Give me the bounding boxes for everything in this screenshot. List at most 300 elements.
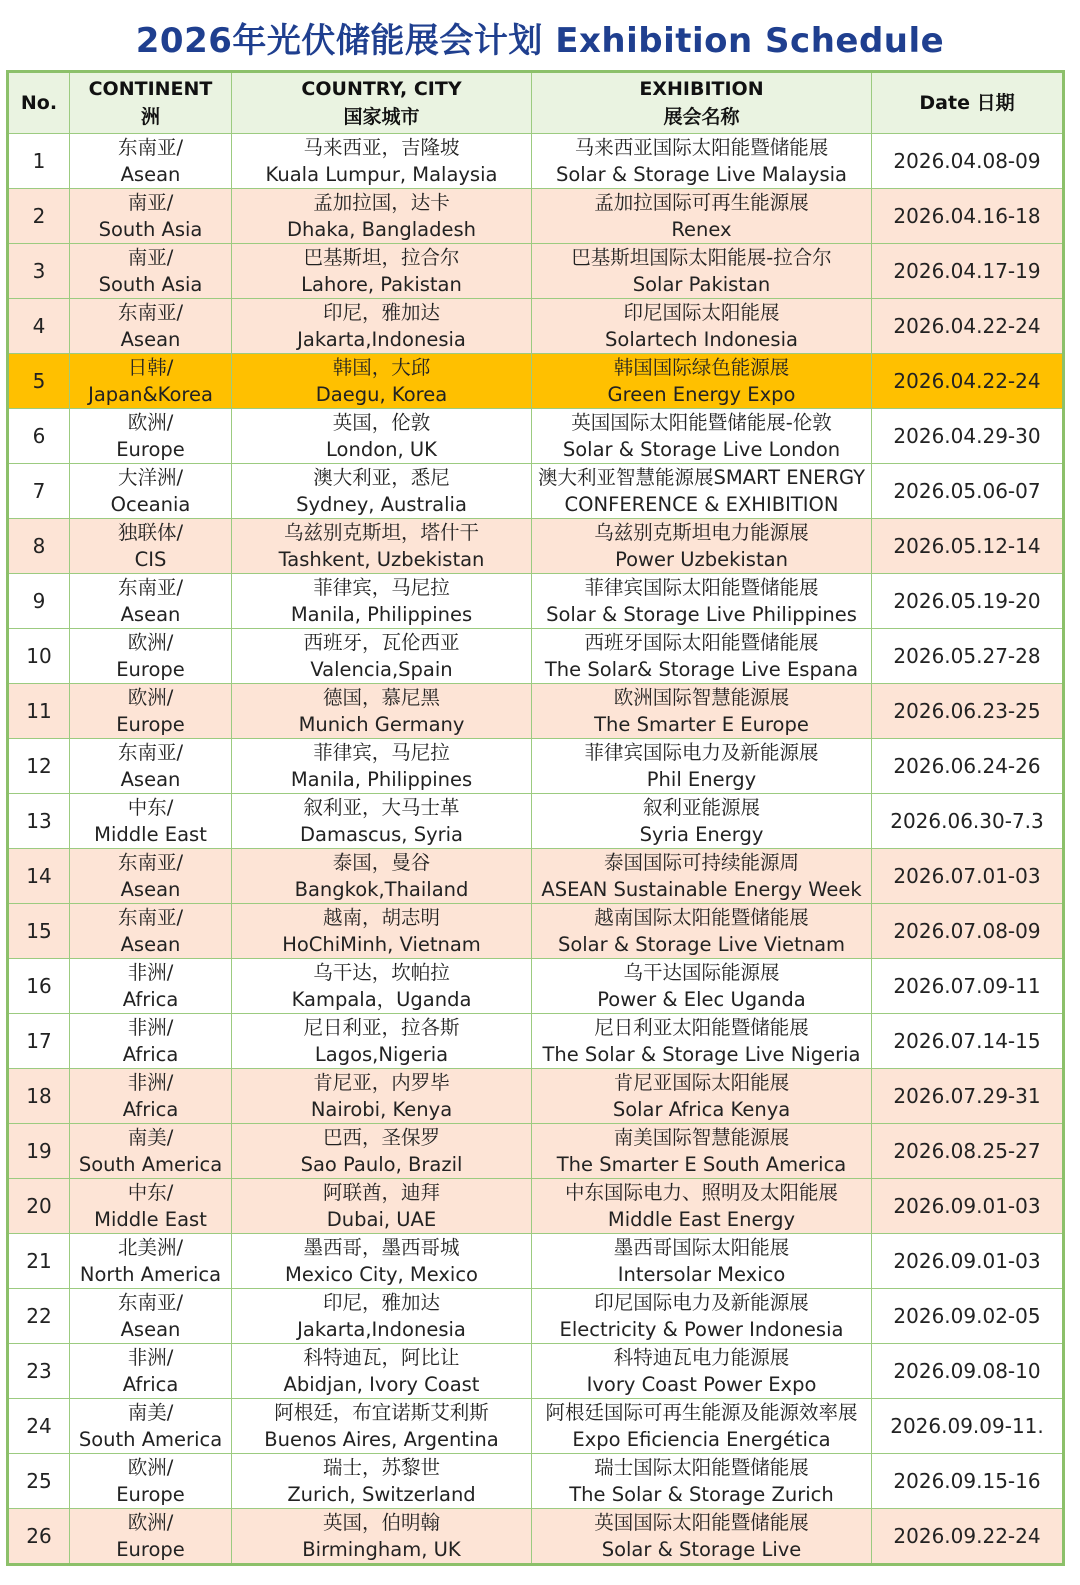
continent-zh: 独联体/ [117, 521, 184, 544]
continent-zh: 东南亚/ [117, 851, 184, 874]
date-cell: 2026.06.23-25 [872, 684, 1064, 739]
continent-zh: 非洲/ [127, 1346, 174, 1369]
row-number: 22 [8, 1289, 70, 1344]
city-en: Munich Germany [298, 713, 465, 736]
exhibition-zh: 印尼国际太阳能展 [623, 301, 780, 324]
exhibition-en: Solar & Storage Live [601, 1538, 802, 1561]
continent-en: Oceania [110, 493, 191, 516]
city-en: Damascus, Syria [299, 823, 463, 846]
exhibition-en: Ivory Coast Power Expo [586, 1373, 817, 1396]
table-row [8, 409, 1064, 464]
exhibition-cell [532, 189, 872, 244]
exhibition-zh: 英国国际太阳能暨储能展-伦敦 [571, 411, 832, 434]
exhibition-en: Power Uzbekistan [615, 548, 788, 571]
continent-en: Asean [120, 933, 181, 956]
continent-en: Europe [116, 1538, 185, 1561]
exhibition-en: ASEAN Sustainable Energy Week [541, 878, 862, 901]
date-cell: 2026.04.17-19 [872, 244, 1064, 299]
exhibition-cell [532, 1014, 872, 1069]
exhibition-cell [532, 134, 872, 189]
continent-cell [70, 134, 232, 189]
date-cell: 2026.09.02-05 [872, 1289, 1064, 1344]
exhibition-en: Solartech Indonesia [605, 328, 798, 351]
exhibition-cell [532, 244, 872, 299]
city-en: HoChiMinh, Vietnam [282, 933, 481, 956]
exhibition-zh: 菲律宾国际太阳能暨储能展 [584, 576, 819, 599]
exhibition-zh: 叙利亚能源展 [642, 796, 760, 819]
continent-cell [70, 354, 232, 409]
row-number: 11 [8, 684, 70, 739]
continent-cell [70, 519, 232, 574]
city-en: London, UK [326, 438, 437, 461]
city-cell [232, 574, 532, 629]
city-zh: 德国，慕尼黑 [322, 686, 440, 709]
exhibition-zh: 韩国国际绿色能源展 [613, 356, 790, 379]
city-cell [232, 464, 532, 519]
city-zh: 澳大利亚，悉尼 [313, 466, 450, 489]
city-cell [232, 849, 532, 904]
city-cell [232, 1234, 532, 1289]
city-en: Kampala，Uganda [291, 988, 472, 1011]
exhibition-cell [532, 684, 872, 739]
table-row [8, 1069, 1064, 1124]
row-number: 14 [8, 849, 70, 904]
continent-en: Middle East [94, 1208, 207, 1231]
city-zh: 乌兹别克斯坦，塔什干 [283, 521, 479, 544]
continent-cell [70, 684, 232, 739]
continent-cell [70, 409, 232, 464]
continent-en: Asean [120, 1318, 181, 1341]
exhibition-cell [532, 1344, 872, 1399]
date-cell: 2026.04.16-18 [872, 189, 1064, 244]
row-number: 12 [8, 739, 70, 794]
continent-cell [70, 1014, 232, 1069]
exhibition-cell [532, 464, 872, 519]
city-cell [232, 1179, 532, 1234]
date-cell: 2026.07.01-03 [872, 849, 1064, 904]
exhibition-en: Syria Energy [639, 823, 764, 846]
continent-en: Africa [122, 1098, 179, 1121]
city-cell [232, 1124, 532, 1179]
city-cell [232, 1509, 532, 1565]
continent-en: Asean [120, 768, 181, 791]
table-row [8, 134, 1064, 189]
city-cell [232, 1014, 532, 1069]
exhibition-en: Middle East Energy [607, 1208, 796, 1231]
continent-cell [70, 904, 232, 959]
date-cell: 2026.06.30-7.3 [872, 794, 1064, 849]
exhibition-zh: 阿根廷国际可再生能源及能源效率展 [545, 1401, 858, 1424]
continent-zh: 南美/ [127, 1126, 174, 1149]
city-cell [232, 959, 532, 1014]
header-exhibition-en: EXHIBITION [639, 78, 764, 100]
city-en: Dhaka, Bangladesh [287, 218, 476, 241]
city-zh: 乌干达，坎帕拉 [313, 961, 450, 984]
continent-cell [70, 794, 232, 849]
city-cell [232, 1069, 532, 1124]
table-row [8, 1234, 1064, 1289]
exhibition-zh: 孟加拉国际可再生能源展 [594, 191, 809, 214]
exhibition-cell [532, 299, 872, 354]
continent-cell [70, 1234, 232, 1289]
continent-zh: 东南亚/ [117, 741, 184, 764]
exhibition-en: Expo Eficiencia Energética [572, 1428, 831, 1451]
exhibition-zh: 英国国际太阳能暨储能展 [594, 1511, 809, 1534]
date-cell: 2026.05.06-07 [872, 464, 1064, 519]
city-en: Daegu, Korea [315, 383, 448, 406]
city-cell [232, 354, 532, 409]
exhibition-zh: 科特迪瓦电力能源展 [613, 1346, 790, 1369]
table-header [8, 72, 1064, 134]
date-cell: 2026.07.14-15 [872, 1014, 1064, 1069]
city-cell [232, 1344, 532, 1399]
exhibition-zh: 尼日利亚太阳能暨储能展 [594, 1016, 809, 1039]
row-number: 25 [8, 1454, 70, 1509]
exhibition-zh: 西班牙国际太阳能暨储能展 [584, 631, 819, 654]
city-en: Nairobi, Kenya [310, 1098, 453, 1121]
continent-cell [70, 739, 232, 794]
continent-en: Japan&Korea [88, 383, 213, 406]
row-number: 21 [8, 1234, 70, 1289]
exhibition-zh: 欧洲国际智慧能源展 [613, 686, 790, 709]
continent-zh: 欧洲/ [127, 686, 174, 709]
city-zh: 科特迪瓦，阿比让 [303, 1346, 460, 1369]
continent-en: South Asia [98, 218, 203, 241]
table-row [8, 1014, 1064, 1069]
header-date: Date 日期 [872, 72, 1064, 134]
row-number: 19 [8, 1124, 70, 1179]
continent-zh: 中东/ [127, 1181, 174, 1204]
exhibition-zh: 马来西亚国际太阳能暨储能展 [574, 136, 829, 159]
city-en: Lahore, Pakistan [301, 273, 462, 296]
exhibition-zh: 印尼国际电力及新能源展 [594, 1291, 809, 1314]
continent-zh: 中东/ [127, 796, 174, 819]
continent-cell [70, 1454, 232, 1509]
row-number: 26 [8, 1509, 70, 1565]
city-zh: 叙利亚，大马士革 [303, 796, 460, 819]
city-zh: 阿根廷，布宜诺斯艾利斯 [274, 1401, 489, 1424]
date-cell: 2026.05.27-28 [872, 629, 1064, 684]
continent-cell [70, 299, 232, 354]
continent-cell [70, 244, 232, 299]
header-continent-en: CONTINENT [88, 78, 213, 100]
continent-zh: 北美洲/ [117, 1236, 184, 1259]
date-cell: 2026.07.09-11 [872, 959, 1064, 1014]
city-zh: 巴西，圣保罗 [322, 1126, 440, 1149]
exhibition-en: Solar Africa Kenya [612, 1098, 791, 1121]
continent-zh: 南亚/ [127, 246, 174, 269]
exhibition-en: Power & Elec Uganda [597, 988, 806, 1011]
exhibition-cell [532, 1509, 872, 1565]
exhibition-en: CONFERENCE & EXHIBITION [564, 493, 839, 516]
continent-zh: 南美/ [127, 1401, 174, 1424]
row-number: 5 [8, 354, 70, 409]
exhibition-zh: 中东国际电力、照明及太阳能展 [564, 1181, 838, 1204]
city-zh: 菲律宾，马尼拉 [313, 741, 450, 764]
city-cell [232, 519, 532, 574]
date-cell: 2026.04.22-24 [872, 299, 1064, 354]
city-en: Kuala Lumpur, Malaysia [265, 163, 498, 186]
row-number: 10 [8, 629, 70, 684]
city-cell [232, 739, 532, 794]
exhibition-zh: 澳大利亚智慧能源展SMART ENERGY [537, 466, 866, 489]
header-city [232, 72, 532, 134]
city-cell [232, 629, 532, 684]
continent-zh: 非洲/ [127, 1071, 174, 1094]
continent-zh: 欧洲/ [127, 411, 174, 434]
continent-cell [70, 1509, 232, 1565]
continent-zh: 南亚/ [127, 191, 174, 214]
city-zh: 瑞士，苏黎世 [322, 1456, 440, 1479]
city-en: Jakarta,Indonesia [297, 328, 466, 351]
exhibition-cell [532, 574, 872, 629]
continent-en: Europe [116, 713, 185, 736]
row-number: 16 [8, 959, 70, 1014]
continent-en: Africa [122, 988, 179, 1011]
exhibition-en: Intersolar Mexico [617, 1263, 786, 1286]
exhibition-en: Solar & Storage Live Malaysia [555, 163, 847, 186]
date-cell: 2026.08.25-27 [872, 1124, 1064, 1179]
table-row [8, 684, 1064, 739]
continent-cell [70, 464, 232, 519]
city-zh: 印尼，雅加达 [322, 1291, 440, 1314]
exhibition-cell [532, 1179, 872, 1234]
exhibition-cell [532, 409, 872, 464]
exhibition-cell [532, 959, 872, 1014]
table-row [8, 1179, 1064, 1234]
exhibition-cell [532, 1454, 872, 1509]
exhibition-zh: 乌兹别克斯坦电力能源展 [594, 521, 809, 544]
table-row [8, 794, 1064, 849]
continent-en: CIS [134, 548, 167, 571]
continent-en: South America [78, 1428, 223, 1451]
continent-cell [70, 189, 232, 244]
city-zh: 韩国，大邱 [332, 356, 431, 379]
row-number: 7 [8, 464, 70, 519]
continent-cell [70, 849, 232, 904]
header-no: No. [8, 72, 70, 134]
continent-zh: 欧洲/ [127, 1456, 174, 1479]
exhibition-cell [532, 629, 872, 684]
city-cell [232, 134, 532, 189]
continent-zh: 东南亚/ [117, 1291, 184, 1314]
table-row [8, 849, 1064, 904]
row-number: 4 [8, 299, 70, 354]
continent-zh: 欧洲/ [127, 1511, 174, 1534]
exhibition-cell [532, 794, 872, 849]
city-zh: 尼日利亚，拉各斯 [303, 1016, 460, 1039]
city-cell [232, 1399, 532, 1454]
date-cell: 2026.09.01-03 [872, 1179, 1064, 1234]
exhibition-cell [532, 1069, 872, 1124]
table-row [8, 1344, 1064, 1399]
continent-en: Asean [120, 328, 181, 351]
city-en: Manila, Philippines [290, 768, 473, 791]
header-continent [70, 72, 232, 134]
continent-en: Africa [122, 1043, 179, 1066]
row-number: 8 [8, 519, 70, 574]
header-city-en: COUNTRY, CITY [301, 78, 462, 100]
exhibition-cell [532, 739, 872, 794]
city-zh: 印尼，雅加达 [322, 301, 440, 324]
date-cell: 2026.09.09-11. [872, 1399, 1064, 1454]
city-cell [232, 409, 532, 464]
exhibition-en: The Smarter E South America [556, 1153, 847, 1176]
exhibition-en: Electricity & Power Indonesia [559, 1318, 844, 1341]
exhibition-cell [532, 1289, 872, 1344]
continent-en: Asean [120, 603, 181, 626]
date-cell: 2026.07.29-31 [872, 1069, 1064, 1124]
city-cell [232, 794, 532, 849]
table-row [8, 519, 1064, 574]
city-en: Birmingham, UK [302, 1538, 461, 1561]
table-row [8, 1289, 1064, 1344]
table-row [8, 1454, 1064, 1509]
continent-en: Europe [116, 1483, 185, 1506]
row-number: 13 [8, 794, 70, 849]
city-zh: 墨西哥，墨西哥城 [303, 1236, 460, 1259]
city-en: Zurich, Switzerland [287, 1483, 476, 1506]
table-body [8, 134, 1064, 1565]
city-zh: 泰国，曼谷 [332, 851, 431, 874]
date-cell: 2026.04.29-30 [872, 409, 1064, 464]
continent-cell [70, 959, 232, 1014]
row-number: 3 [8, 244, 70, 299]
exhibition-en: Green Energy Expo [607, 383, 796, 406]
city-en: Sao Paulo, Brazil [300, 1153, 463, 1176]
continent-cell [70, 1069, 232, 1124]
exhibition-cell [532, 354, 872, 409]
city-en: Mexico City, Mexico [285, 1263, 478, 1286]
exhibition-en: Solar & Storage Live London [562, 438, 841, 461]
row-number: 2 [8, 189, 70, 244]
table-row [8, 1124, 1064, 1179]
date-cell: 2026.09.01-03 [872, 1234, 1064, 1289]
date-cell: 2026.05.19-20 [872, 574, 1064, 629]
row-number: 23 [8, 1344, 70, 1399]
city-en: Manila, Philippines [290, 603, 473, 626]
date-cell: 2026.09.15-16 [872, 1454, 1064, 1509]
row-number: 24 [8, 1399, 70, 1454]
exhibition-zh: 南美国际智慧能源展 [613, 1126, 790, 1149]
exhibition-schedule-table [6, 70, 1065, 1566]
exhibition-en: Phil Energy [646, 768, 757, 791]
continent-zh: 非洲/ [127, 961, 174, 984]
continent-zh: 东南亚/ [117, 136, 184, 159]
table-row [8, 904, 1064, 959]
row-number: 17 [8, 1014, 70, 1069]
date-cell: 2026.04.08-09 [872, 134, 1064, 189]
continent-en: Asean [120, 878, 181, 901]
exhibition-en: Solar & Storage Live Philippines [546, 603, 857, 626]
exhibition-en: Solar & Storage Live Vietnam [557, 933, 846, 956]
date-cell: 2026.07.08-09 [872, 904, 1064, 959]
city-cell [232, 1454, 532, 1509]
row-number: 20 [8, 1179, 70, 1234]
continent-en: Africa [122, 1373, 179, 1396]
exhibition-cell [532, 1399, 872, 1454]
city-cell [232, 1289, 532, 1344]
continent-cell [70, 1124, 232, 1179]
table-row [8, 959, 1064, 1014]
continent-en: Europe [116, 438, 185, 461]
table-row [8, 189, 1064, 244]
continent-en: Asean [120, 163, 181, 186]
city-zh: 孟加拉国，达卡 [313, 191, 450, 214]
table-row [8, 244, 1064, 299]
continent-zh: 大洋洲/ [117, 466, 184, 489]
continent-cell [70, 1399, 232, 1454]
exhibition-en: The Solar & Storage Live Nigeria [542, 1043, 861, 1066]
exhibition-zh: 乌干达国际能源展 [623, 961, 780, 984]
continent-zh: 东南亚/ [117, 301, 184, 324]
continent-zh: 非洲/ [127, 1016, 174, 1039]
city-en: Jakarta,Indonesia [297, 1318, 466, 1341]
city-zh: 越南，胡志明 [322, 906, 440, 929]
continent-en: South America [78, 1153, 223, 1176]
date-cell: 2026.05.12-14 [872, 519, 1064, 574]
exhibition-en: Renex [671, 218, 732, 241]
city-en: Lagos,Nigeria [314, 1043, 449, 1066]
continent-zh: 日韩/ [127, 356, 174, 379]
exhibition-zh: 瑞士国际太阳能暨储能展 [594, 1456, 809, 1479]
city-zh: 英国，伯明翰 [322, 1511, 440, 1534]
city-zh: 马来西亚，吉隆坡 [303, 136, 460, 159]
city-en: Bangkok,Thailand [294, 878, 469, 901]
city-cell [232, 684, 532, 739]
row-number: 6 [8, 409, 70, 464]
continent-en: Europe [116, 658, 185, 681]
exhibition-zh: 泰国国际可持续能源周 [603, 851, 799, 874]
continent-cell [70, 1289, 232, 1344]
city-zh: 英国，伦敦 [332, 411, 431, 434]
continent-cell [70, 1179, 232, 1234]
row-number: 15 [8, 904, 70, 959]
row-number: 9 [8, 574, 70, 629]
city-cell [232, 189, 532, 244]
row-number: 18 [8, 1069, 70, 1124]
city-cell [232, 299, 532, 354]
city-zh: 西班牙，瓦伦西亚 [303, 631, 460, 654]
continent-en: Middle East [94, 823, 207, 846]
city-zh: 巴基斯坦，拉合尔 [303, 246, 460, 269]
continent-en: North America [79, 1263, 222, 1286]
continent-zh: 欧洲/ [127, 631, 174, 654]
city-en: Buenos Aires, Argentina [264, 1428, 499, 1451]
page-title: 2026年光伏储能展会计划 Exhibition Schedule [135, 21, 945, 61]
date-cell: 2026.06.24-26 [872, 739, 1064, 794]
table-row [8, 1399, 1064, 1454]
exhibition-zh: 巴基斯坦国际太阳能展-拉合尔 [571, 246, 832, 269]
header-city-zh: 国家城市 [343, 106, 420, 128]
city-en: Tashkent, Uzbekistan [278, 548, 485, 571]
header-exhibition [532, 72, 872, 134]
exhibition-cell [532, 904, 872, 959]
exhibition-cell [532, 849, 872, 904]
exhibition-en: The Smarter E Europe [594, 713, 809, 736]
exhibition-en: The Solar & Storage Zurich [569, 1483, 834, 1506]
exhibition-zh: 越南国际太阳能暨储能展 [594, 906, 809, 929]
continent-cell [70, 629, 232, 684]
exhibition-zh: 菲律宾国际电力及新能源展 [584, 741, 819, 764]
city-en: Sydney, Australia [296, 493, 467, 516]
header-continent-zh: 洲 [140, 106, 160, 128]
city-en: Dubai, UAE [326, 1208, 437, 1231]
date-cell: 2026.04.22-24 [872, 354, 1064, 409]
continent-zh: 东南亚/ [117, 576, 184, 599]
table-row [8, 629, 1064, 684]
date-cell: 2026.09.22-24 [872, 1509, 1064, 1565]
